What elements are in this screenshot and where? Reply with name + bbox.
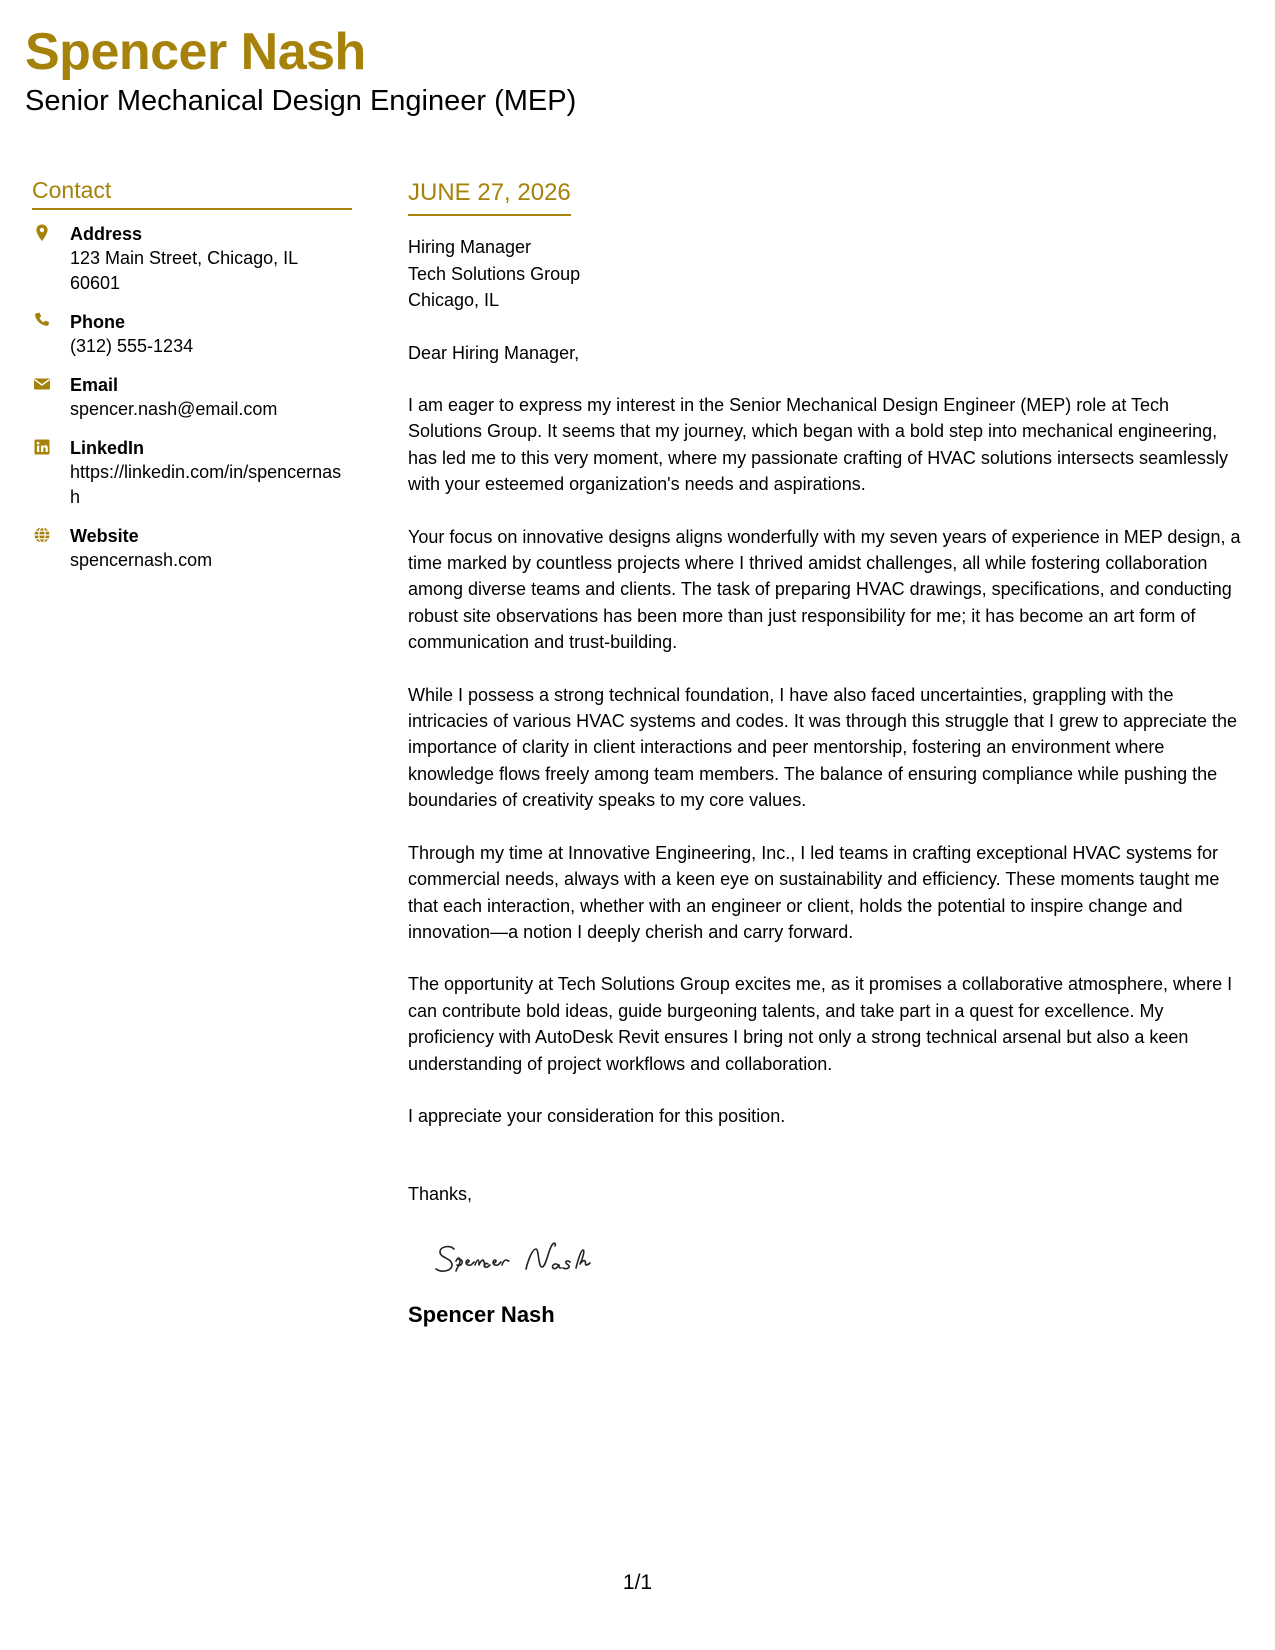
phone-label: Phone (70, 312, 126, 332)
candidate-name: Spencer Nash (25, 23, 366, 81)
recipient-line: Tech Solutions Group (408, 263, 581, 284)
email-value[interactable]: spencer.nash@email.com (70, 399, 278, 419)
contact-item-address (32, 222, 352, 296)
signer-name: Spencer Nash (408, 1302, 555, 1328)
handwritten-signature (430, 1235, 650, 1285)
recipient-block (408, 234, 1248, 314)
address-label: Address (70, 224, 143, 244)
linkedin-value[interactable]: https://linkedin.com/in/spencernash (70, 462, 342, 507)
linkedin-icon (32, 437, 52, 457)
letter-date: JUNE 27, 2026 (408, 178, 571, 216)
letter-paragraph: I appreciate your consideration for this position. (408, 1105, 786, 1126)
contact-heading: Contact (32, 176, 352, 210)
contact-item-linkedin (32, 436, 352, 510)
contact-item-website (32, 524, 352, 573)
letter-paragraph: I am eager to express my interest in the Senior Mechanical Design Engineer (MEP) role at Tech Solutions Group. It seems that my journey, which began with a bold step into mechanical engineering, has led me to this very moment, where my passionate crafting of HVAC solutions intersects seamlessly with your esteemed organization's needs and aspirations. (408, 395, 1229, 495)
closing: Thanks, (408, 1184, 473, 1205)
address-value: 123 Main Street, Chicago, IL 60601 (70, 248, 298, 293)
contact-item-phone (32, 310, 352, 359)
salutation: Dear Hiring Manager, (408, 342, 580, 363)
email-label: Email (70, 375, 119, 395)
letter-paragraph: Through my time at Innovative Engineering, Inc., I led teams in crafting exceptional HVAC systems for commercial needs, always with a keen eye on sustainability and efficiency. These moments taught me that each interaction, whether with an engineer or client, holds the potential to inspire change and innovation—a notion I deeply cherish and carry forward. (408, 842, 1220, 942)
recipient-line: Chicago, IL (408, 290, 500, 310)
page-number: 1/1 (622, 1571, 653, 1594)
job-title: Senior Mechanical Design Engineer (MEP) (25, 85, 577, 117)
globe-icon (32, 525, 52, 545)
letter-paragraph: While I possess a strong technical foundation, I have also faced uncertainties, grappling with the intricacies of various HVAC systems and codes. It was through this struggle that I grew to appreciate the importance of clarity in client interactions and peer mentorship, fostering an environment where knowledge flows freely among team members. The balance of ensuring compliance while pushing the boundaries of creativity speaks to my core values. (408, 684, 1238, 811)
website-label: Website (70, 526, 139, 546)
phone-value[interactable]: (312) 555-1234 (70, 336, 194, 356)
letter-body (408, 178, 1248, 1329)
map-pin-icon (32, 223, 52, 243)
recipient-line: Hiring Manager (408, 237, 532, 257)
phone-icon (32, 311, 52, 331)
envelope-icon (32, 374, 52, 394)
linkedin-label: LinkedIn (70, 438, 145, 458)
letter-paragraph: Your focus on innovative designs aligns wonderfully with my seven years of experience in MEP design, a time marked by countless projects where I thrived amidst challenges, all while fostering collaboration among diverse teams and clients. The task of preparing HVAC drawings, specifications, and conducting robust site observations has been more than just responsibility for me; it has become an art form of communication and trust-building. (408, 526, 1241, 653)
website-value[interactable]: spencernash.com (70, 550, 213, 570)
contact-item-email (32, 373, 352, 422)
contact-sidebar (32, 176, 352, 587)
letter-paragraph: The opportunity at Tech Solutions Group excites me, as it promises a collaborative atmosphere, where I can contribute bold ideas, guide burgeoning talents, and take part in a quest for excellence. My proficiency with AutoDesk Revit ensures I bring not only a strong technical arsenal but also a keen understanding of project workflows and collaboration. (408, 974, 1233, 1074)
